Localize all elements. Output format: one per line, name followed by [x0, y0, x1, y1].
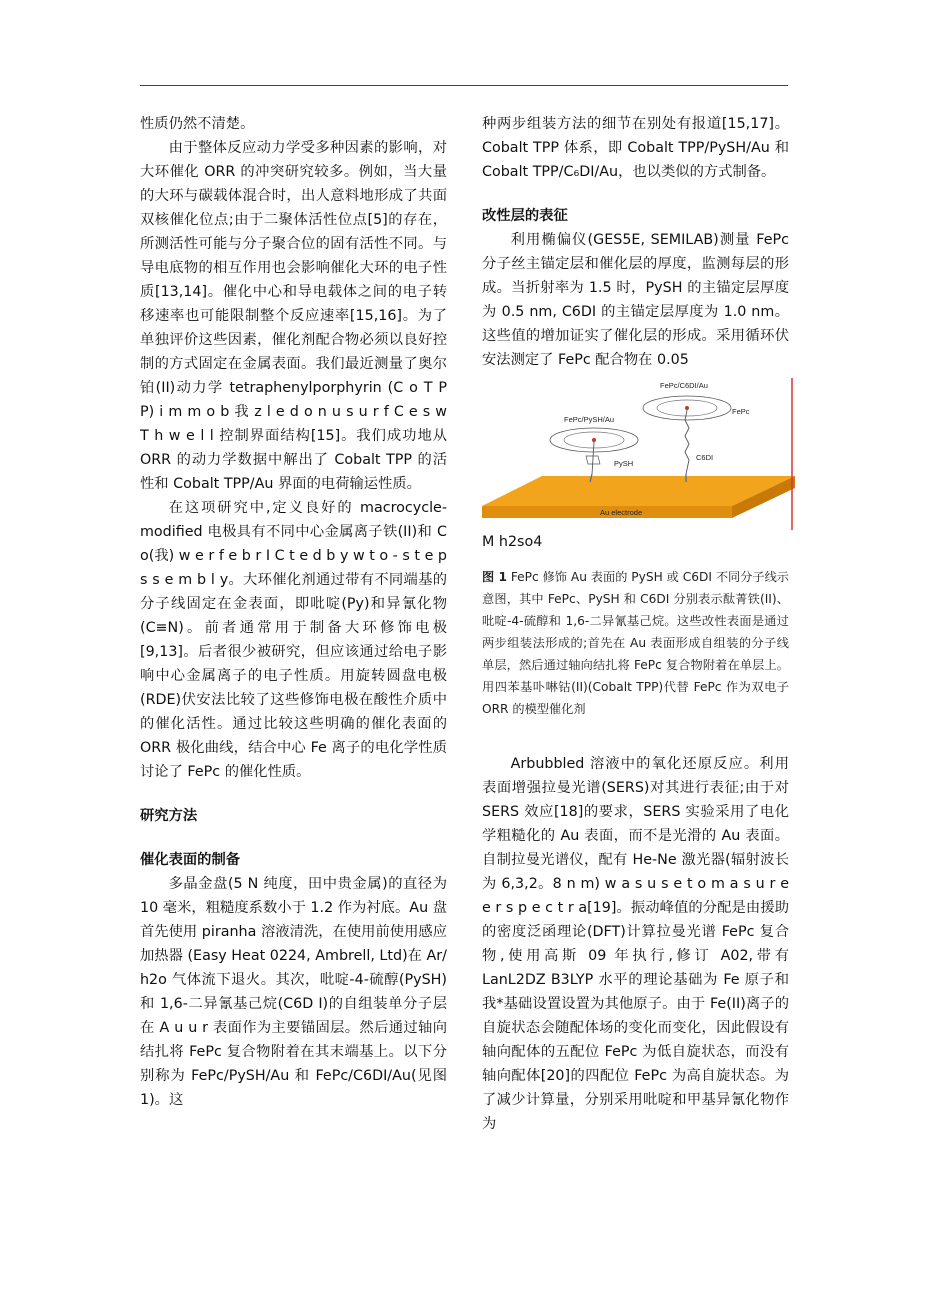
paragraph: 利用椭偏仪(GES5E, SEMILAB)测量 FePc 分子丝主锚定层和催化层的厚度，监测每层的形成。当折射率为 1.5 时，PySH 的主锚定层厚度为 0.5 nm, C6DI 的主锚定层厚度为 1.0 nm。这些值的增加证实了催化层的形成。采用循环伏安法测定了 FePc 配合物在 0.05	[482, 232, 789, 368]
label-fepc: FePc	[732, 407, 750, 416]
figure-1-schematic	[482, 378, 795, 530]
left-column	[140, 112, 447, 1112]
paragraph: 性质仍然不清楚。	[140, 116, 255, 132]
label-pysh: PySH	[614, 459, 634, 468]
au-electrode-label: Au electrode	[600, 508, 643, 517]
label-fepc-pysh: FePc/PySH/Au	[564, 415, 615, 424]
label-c6di: C6DI	[696, 453, 714, 462]
figure-caption-text: FePc 修饰 Au 表面的 PySH 或 C6DI 不同分子线示意图，其中 FePc、PySH 和 C6DI 分别表示酞菁铁(II)、吡啶-4-硫醇和 1,6-二异氰基己烷。这些改性表面是通过两步组装法形成的;首先在 Au 表面形成自组装的分子线单层，然后通过轴向结扎将 FePc 复合物附着在单层上。用四苯基卟啉钴(II)(Cobalt TPP)代替 FePc 作为双电子 ORR 的模型催化剂	[482, 570, 789, 716]
paragraph: Arbubbled 溶液中的氧化还原反应。利用表面增强拉曼光谱(SERS)对其进行表征;由于对 SERS 效应[18]的要求，SERS 实验采用了电化学粗糙化的 Au 表面，而不是光滑的 Au 表面。自制拉曼光谱仪，配有 He-Ne 激光器(辐射波长为 6,3,2。8 n m) w a s u s e t o m a s u r e e r s p e c t r a[19]。振动峰值的分配是由援助的密度泛函理论(DFT)计算拉曼光谱 FePc 复合物,使用高斯 09 年执行,修订 A02,带有 LanL2DZ B3LYP 水平的理论基础为 Fe 原子和我*基础设置设置为其他原子。由于 Fe(II)离子的自旋状态会随配体场的变化而变化，因此假设有轴向配体的五配位 FePc 为低自旋状态，而没有轴向配体[20]的四配位 FePc 为高自旋状态。为了减少计算量，分别采用吡啶和甲基异氰化物作为	[482, 756, 789, 1132]
figure-1-caption	[482, 566, 789, 720]
label-fepc-c6di: FePc/C6DI/Au	[660, 381, 708, 390]
fepc-c6di-molecule	[643, 396, 731, 482]
paragraph: 由于整体反应动力学受多种因素的影响，对大环催化 ORR 的冲突研究较多。例如，当大量的大环与碳载体混合时，出人意料地形成了共面双核催化位点;由于二聚体活性位点[5]的存在，所测活性可能与分子聚合位的固有活性不同。与导电底物的相互作用也会影响催化大环的电子性质[13,14]。催化中心和导电载体之间的电子转移速率也可能限制整个反应速率[15,16]。为了单独评价这些因素，催化剂配合物必须以良好控制的方式固定在金属表面。我们最近测量了奥尔铂(II)动力学 tetraphenylporphyrin (C o T P P) i m m o b 我 z l e d o n u s u r f C e s w T h w e l l 控制界面结构[15]。我们成功地从 ORR 的动力学数据中解出了 Cobalt TPP 的活性和 Cobalt TPP/Au 界面的电荷输运性质。	[140, 140, 447, 492]
right-column	[482, 112, 789, 1136]
figure-1-svg	[482, 378, 795, 530]
figure-caption-label: 图 1	[482, 570, 507, 584]
paragraph: 种两步组装方法的细节在别处有报道[15,17]。Cobalt TPP 体系，即 Cobalt TPP/PySH/Au 和 Cobalt TPP/C₆DI/Au，也以类似的方式制备。	[482, 116, 789, 180]
paragraph-fragment: M h2so4	[482, 534, 543, 550]
fepc-pysh-molecule	[550, 428, 638, 482]
paragraph: 多晶金盘(5 N 纯度，田中贵金属)的直径为 10 毫米，粗糙度系数小于 1.2 作为衬底。Au 盘首先使用 piranha 溶液清洗，在使用前使用感应加热器 (Easy Heat 0224, Ambrell, Ltd)在 Ar/ h2o 气体流下退火。其次，吡啶-4-硫醇(PySH)和 1,6-二异氰基己烷(C6D I)的自组装单分子层在 A u u r 表面作为主要锚固层。然后通过轴向结扎将 FePc 复合物附着在其末端基上。以下分别称为 FePc/PySH/Au 和 FePc/C6DI/Au(见图 1)。这	[140, 876, 447, 1108]
subsection-heading-preparation: 催化表面的制备	[140, 852, 241, 868]
section-heading-methods: 研究方法	[140, 808, 198, 824]
header-rule	[140, 85, 788, 86]
subsection-heading-characterization: 改性层的表征	[482, 208, 568, 224]
paragraph: 在这项研究中,定义良好的 macrocycle-modified 电极具有不同中心金属离子铁(II)和 C o(我) w e r f e b r I C t e d b y w t o - s t e p s s e m b l y。大环催化剂通过带有不同端基的分子线固定在金表面，即吡啶(Py)和异氰化物(C≡N)。前者通常用于制备大环修饰电极[9,13]。后者很少被研究，但应该通过给电子影响中心金属离子的电子性质。用旋转圆盘电极(RDE)伏安法比较了这些修饰电极在酸性介质中的催化活性。通过比较这些明确的催化表面的 ORR 极化曲线，结合中心 Fe 离子的电化学性质讨论了 FePc 的催化性质。	[140, 500, 447, 780]
